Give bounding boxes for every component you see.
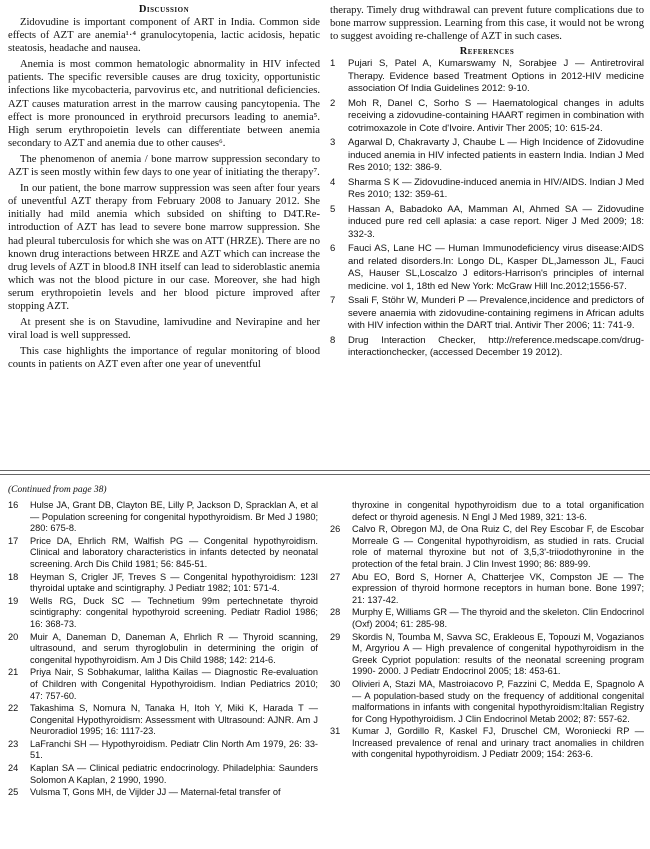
- reference-item: [330, 679, 644, 725]
- reference-text: Calvo R, Obregon MJ, de Ona Ruiz C, del Rey Escobar F, de Escobar Morreale G — Congenital hypothyroidism, as studied in rats. Crucial role of maternal thyroxine but not of 3,5,3'-triiodothyronine in the protection of the fetal brain. J Clin Invest 1990; 86: 889-99.: [352, 524, 644, 569]
- reference-item: [8, 572, 318, 595]
- reference-item: [330, 98, 644, 136]
- discussion-paragraph: At present she is on Stavudine, lamivudine and Nevirapine and her viral load is well suppressed.: [8, 317, 320, 342]
- reference-number: 16: [8, 500, 19, 510]
- section-divider: [0, 470, 650, 471]
- reference-text: Olivieri A, Stazi MA, Mastroiacovo P, Fazzini C, Medda E, Spagnolo A — A population-based study on the frequency of additional congenital malformations in infants with congenital hypothyroidism:Italian Registry for Cong Hypothyroidism. J Clin Endocrinol Metab 2002; 87: 557-62.: [352, 678, 644, 724]
- reference-text: Muir A, Daneman D, Daneman A, Ehrlich R — Thyroid scanning, ultrasound, and serum thyroglobulin in determining the origin of congenital hypothyroidism. Am J Dis Child 1988; 142: 214-6.: [30, 631, 318, 665]
- reference-number: 26: [330, 524, 341, 535]
- discussion-title: Discussion: [138, 4, 190, 15]
- reference-number: 30: [330, 678, 341, 689]
- reference-number: 5: [330, 203, 336, 215]
- reference-number: 4: [330, 176, 336, 188]
- reference-text: Heyman S, Crigler JF, Treves S — Congenital hypothyroidism: 123I thyroidal uptake and scintigraphy. J Pediatr 1982; 101: 571-4.: [30, 571, 318, 594]
- reference-item: [330, 295, 644, 333]
- reference-text: Vulsma T, Gons MH, de Vijlder JJ — Maternal-fetal transfer of: [30, 787, 281, 798]
- reference-item: [330, 607, 644, 630]
- reference-text: Wells RG, Duck SC — Technetium 99m pertechnetate thyroid scintigraphy: congenital hypothyroid screening. Pediatr Radiol 1986; 16: 368-73.: [30, 595, 318, 629]
- reference-number: 1: [330, 58, 336, 70]
- reference-number: 21: [8, 667, 19, 678]
- reference-number: 8: [330, 334, 336, 346]
- reference-item: [8, 787, 318, 799]
- reference-number: 19: [8, 595, 19, 606]
- discussion-continuation: therapy. Timely drug withdrawal can prevent future complications due to bone marrow suppression. Learning from this case, it would not be wrong to suggest avoiding re-challenge of AZT in such cases.: [330, 5, 644, 43]
- reference-text: Takashima S, Nomura N, Tanaka H, Itoh Y, Miki K, Harada T — Congenital Hypothyroidism: Assessment with Ultrasound: AJNR. Am J Neuroradiol 1995; 16: 1117-23.: [30, 703, 318, 737]
- reference-text: Pujari S, Patel A, Kumarswamy N, Sorabjee J — Antiretroviral Therapy. Evidence based Treatment Options in 2012-HIV medicine association Of India Guidelines 2012: 9-10.: [348, 58, 644, 95]
- reference-item: [330, 335, 644, 360]
- reference-number: 24: [8, 763, 19, 774]
- reference-list: [8, 500, 318, 799]
- reference-number: 25: [8, 787, 19, 798]
- reference-number: 18: [8, 571, 19, 582]
- reference-text: Sharma S K — Zidovudine-induced anemia in HIV/AIDS. Indian J Med Res 2010; 132: 359-61.: [348, 176, 644, 201]
- bottom-left-references: [8, 500, 318, 800]
- reference-item: [330, 632, 644, 678]
- reference-item: [330, 524, 644, 570]
- reference-item: [330, 58, 644, 96]
- reference-item: [330, 572, 644, 607]
- reference-text: Murphy E, Williams GR — The thyroid and the skeleton. Clin Endocrinol (Oxf) 2004; 61: 285-98.: [352, 607, 644, 629]
- reference-item: [330, 726, 644, 761]
- reference-text: Moh R, Danel C, Sorho S — Haematological changes in adults receiving a zidovudine-containing HAART regimen in combination with cotrimoxazole in Cote d'Ivoire. Antivir Ther 2005; 10: 615-24.: [348, 97, 644, 134]
- reference-item: [8, 632, 318, 667]
- reference-item: [8, 703, 318, 738]
- reference-number: 6: [330, 243, 336, 255]
- reference-item: [330, 137, 644, 175]
- reference-text: Fauci AS, Lane HC — Human Immunodeficiency virus disease:AIDS and related disorders.In: Longo DL, Kasper DL,Jamesson JL, Fauci AS, Hauser SL,Loscalzo J editors-Harrison's principles of internal medicine. vol 1, 18th ed New York: McGraw Hill Inc.2012;1556-57.: [348, 243, 644, 292]
- reference-number: 31: [330, 726, 341, 737]
- reference-text: Hassan A, Babadoko AA, Mamman AI, Ahmed SA — Zidovudine induced pure red cell aplasia: a case report. Niger J Med 2009; 18: 332-3.: [348, 203, 644, 240]
- reference-item: [8, 500, 318, 535]
- reference-item: [330, 204, 644, 242]
- reference-number: 2: [330, 97, 336, 109]
- reference-text: LaFranchi SH — Hypothyroidism. Pediatr Clin North Am 1979, 26: 33-51.: [30, 738, 318, 761]
- reference-continuation: [330, 500, 644, 523]
- reference-text: Kumar J, Gordillo R, Kaskel FJ, Druschel CM, Woroniecki RP — Increased prevalence of renal and urinary tract anomalies in children with congenital hypothyroidism. J Pediatr 2009; 154: 263-6.: [352, 726, 644, 760]
- reference-list: [330, 58, 644, 360]
- discussion-column: [8, 4, 320, 374]
- continued-note: (Continued from page 38): [8, 485, 107, 495]
- reference-number: 20: [8, 631, 19, 642]
- reference-number: 7: [330, 295, 336, 307]
- reference-number: 29: [330, 631, 341, 642]
- discussion-paragraph: In our patient, the bone marrow suppression was seen after four years of uneventful AZT therapy from February 2008 to January 2012. She initially had mild anemia which subsided on shifting to D4T.Re- introduction of AZT has lead to severe bone marrow suppression. She had pleural tuberculosis for which she was on ATT (HRZE). There are no known drug interactions between HRZE and AZT which can increase the drug levels of AZT in blood.8 INH itself can lead to sideroblastic anemia which was not the blood picture in our case. Moreover, she had high serum erythropoietin levels and her blood picture improved after stopping AZT.: [8, 183, 320, 312]
- discussion-paragraph: Anemia is most common hematologic abnormality in HIV infected patients. The specific reversible causes are drug toxicity, opportunistic infections like mycobacteria, parvovirus etc, and nutritional deficiencies. AZT causes maturation arrest in the marrow causing pancytopenia. The effect is more pronounced in erythroid precursors leading to anemia⁵. High serum erythropoietin levels can differentiate between anemia secondary to AZT and anemia due to other causes⁶.: [8, 59, 320, 149]
- discussion-paragraph: This case highlights the importance of regular monitoring of blood counts in patients on AZT even after one year of uneventful: [8, 346, 320, 371]
- reference-number: 23: [8, 738, 19, 749]
- reference-item: [8, 667, 318, 702]
- reference-item: [8, 739, 318, 762]
- reference-number: 22: [8, 703, 19, 714]
- reference-text: Hulse JA, Grant DB, Clayton BE, Lilly P, Jackson D, Spracklan A, et al — Population screening for congenital hypothyroidism. Br Med J 1980; 280: 675-8.: [30, 500, 318, 534]
- reference-text: Priya Nair, S Sobhakumar, lalitha Kailas — Diagnostic Re-evaluation of Children with Congenital Hypothyroidism. Indian Pediatrics 2010; 47: 757-60.: [30, 667, 318, 701]
- bottom-right-references: [330, 500, 644, 762]
- reference-text: Ssali F, Stöhr W, Munderi P — Prevalence,incidence and predictors of severe anaemia with zidovudine-containing regimens in African adults with HIV infection within the DART trial. Antivir Ther 2006; 11: 741-9.: [348, 295, 644, 332]
- reference-item: [330, 177, 644, 202]
- section-divider: [0, 474, 650, 475]
- reference-item: [8, 536, 318, 571]
- reference-text: Kaplan SA — Clinical pediatric endocrinology. Philadelphia: Saunders Solomon A Kaplan, 2 1990, 1990.: [30, 763, 318, 785]
- references-column: [330, 4, 644, 362]
- reference-number: 27: [330, 571, 341, 582]
- reference-number: 17: [8, 535, 19, 546]
- reference-item: [330, 243, 644, 293]
- reference-text: Price DA, Ehrlich RM, Walfish PG — Congenital hypothyroidism. Clinical and laboratory characteristics in infants detected by neonatal screening. Arch Dis Child 1981; 56: 845-51.: [30, 535, 318, 569]
- reference-text: Agarwal D, Chakravarty J, Chaube L — High Incidence of Zidovudine induced anemia in HIV infected patients in eastern India. Indian J Med Res 2010; 132: 386-9.: [348, 137, 644, 174]
- reference-number: 28: [330, 607, 341, 618]
- reference-text: Skordis N, Toumba M, Savva SC, Erakleous E, Topouzi M, Vogazianos M, Argyriou A — High prevalence of congenital hypothyroidism in the Greek Cypriot population: results of the neonatal screening program 1990- 2000. J Pediatr Endocrinol 2005; 18: 453-61.: [352, 631, 644, 677]
- reference-item: [8, 763, 318, 786]
- reference-item: [8, 596, 318, 631]
- reference-list: [330, 500, 644, 761]
- discussion-paragraph: Zidovudine is important component of ART in India. Common side effects of AZT are anemia¹·⁴ granulocytopenia, lactic acidosis, hepatic steatosis, headache and nausea.: [8, 17, 320, 55]
- reference-text: thyroxine in congenital hypothyroidism due to a total organification defect or thyroid agenesis. N Engl J Med 1989, 321: 13-6.: [352, 500, 644, 522]
- discussion-paragraph: The phenomenon of anemia / bone marrow suppression secondary to AZT is seen mostly within few days to one year of initiating the therapy⁷.: [8, 153, 320, 179]
- references-title: References: [459, 46, 515, 58]
- reference-text: Drug Interaction Checker, http://reference.medscape.com/drug-interactionchecker, (accessed December 19 2012).: [348, 334, 644, 359]
- reference-number: 3: [330, 137, 336, 149]
- reference-text: Abu EO, Bord S, Horner A, Chatterjee VK, Compston JE — The expression of thyroid hormone receptors in human bone. Bone 1997; 21: 137-42.: [352, 571, 644, 605]
